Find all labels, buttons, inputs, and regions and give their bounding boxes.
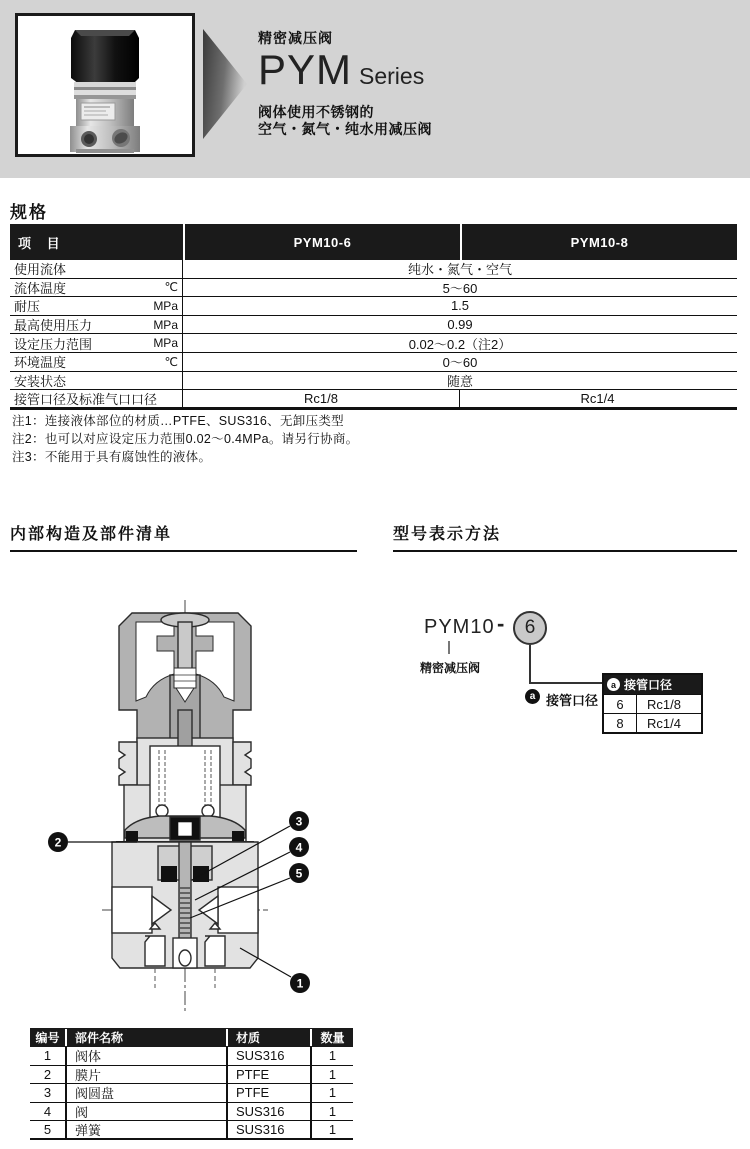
callout-4-number: 4 <box>295 840 303 855</box>
hex-nut-left <box>119 742 137 785</box>
spec-notes <box>12 413 358 466</box>
port-size-header-label: 接管口径 <box>624 678 673 692</box>
parts-table <box>30 1028 353 1140</box>
series-title <box>258 46 432 101</box>
spec-value: 0.02～0.2（注2） <box>408 336 512 352</box>
spec-value: 1.5 <box>450 298 470 314</box>
model-base-tick <box>448 641 450 654</box>
part-no: 4 <box>43 1104 52 1120</box>
port-size-table <box>602 673 703 734</box>
part-name: 弹簧 <box>65 1121 226 1138</box>
option-a-header-icon: a <box>607 678 620 691</box>
header-arrow-icon <box>203 26 249 142</box>
port-code: 8 <box>604 714 637 732</box>
spec-table-header <box>10 224 737 260</box>
note-3: 注3：不能用于具有腐蚀性的液体。 <box>12 449 212 464</box>
table-row <box>30 1047 353 1066</box>
header-band <box>0 0 750 178</box>
model-connector-horizontal <box>529 682 603 684</box>
part-name: 阀 <box>65 1103 226 1121</box>
hex-nut-right <box>233 742 251 785</box>
series-suffix: Series <box>359 63 425 89</box>
option-a-label: 接管口径 <box>546 693 599 708</box>
model-section-title: 型号表示方法 <box>393 521 737 552</box>
part-name: 阀体 <box>65 1047 226 1065</box>
spec-unit: MPa <box>153 317 178 332</box>
spec-unit: ℃ <box>164 280 178 295</box>
parts-col-no: 编号 <box>35 1031 60 1045</box>
model-separator: - <box>497 611 505 636</box>
part-qty: 1 <box>310 1047 353 1065</box>
part-no: 5 <box>43 1122 52 1138</box>
spec-unit: ℃ <box>164 354 178 369</box>
part-material: SUS316 <box>226 1103 310 1121</box>
table-row <box>10 260 737 279</box>
spec-label: 流体温度 <box>14 280 67 296</box>
bottom-plug-left <box>145 936 165 966</box>
part-qty: 1 <box>310 1121 353 1138</box>
table-row <box>604 694 701 713</box>
part-no: 1 <box>43 1048 52 1064</box>
callout-2-number: 2 <box>54 835 62 850</box>
port-size-table-header <box>604 675 701 694</box>
parts-col-qty: 数量 <box>310 1029 353 1046</box>
model-base-label: 精密减压阀 <box>420 661 481 675</box>
spec-value-model1: Rc1/8 <box>304 390 338 406</box>
table-row <box>10 279 737 298</box>
spec-label: 设定压力范围 <box>14 336 93 352</box>
spec-value: 纯水・氮气・空气 <box>407 262 512 278</box>
spec-col-item: 项 目 <box>18 235 66 251</box>
part-no: 2 <box>43 1066 52 1082</box>
table-row <box>30 1066 353 1085</box>
table-row <box>10 334 737 353</box>
port-left <box>112 887 152 933</box>
table-row <box>30 1103 353 1122</box>
spec-label: 环境温度 <box>14 355 67 371</box>
product-photo <box>15 13 195 157</box>
callout-5-number: 5 <box>295 866 303 881</box>
table-row <box>10 353 737 372</box>
part-name: 阀圆盘 <box>65 1084 226 1102</box>
spec-value: 随意 <box>446 373 473 389</box>
table-row <box>30 1084 353 1103</box>
subtitle-line-1: 阀体使用不锈钢的 <box>258 104 374 120</box>
bottom-plug-right <box>205 936 225 966</box>
spec-label: 安装状态 <box>14 373 67 389</box>
part-material: PTFE <box>226 1066 310 1084</box>
callout-3-number: 3 <box>295 814 303 829</box>
table-row <box>10 390 737 409</box>
port-right <box>218 887 258 933</box>
table-row <box>10 372 737 391</box>
part-material: SUS316 <box>226 1121 310 1138</box>
subtitle-line-2: 空气・氮气・纯水用减压阀 <box>258 121 432 137</box>
spec-label: 最高使用压力 <box>14 318 93 334</box>
table-row <box>10 316 737 335</box>
construction-section-title: 内部构造及部件清单 <box>10 521 357 552</box>
part-material: SUS316 <box>226 1047 310 1065</box>
parts-col-material: 材质 <box>226 1029 310 1046</box>
spec-label: 接管口径及标准气口口径 <box>14 391 158 407</box>
spec-col-model1: PYM10-6 <box>183 224 460 260</box>
valve-cross-section-diagram <box>40 580 330 1020</box>
spec-value-model2: Rc1/4 <box>459 390 735 407</box>
model-option-circle: 6 <box>513 611 547 645</box>
port-size: Rc1/8 <box>647 696 681 712</box>
spec-label: 使用流体 <box>14 262 67 278</box>
part-qty: 1 <box>310 1066 353 1084</box>
note-2: 注2：也可以对应设定压力范围0.02～0.4MPa。请另行协商。 <box>12 431 359 446</box>
part-name: 膜片 <box>65 1066 226 1084</box>
valve-knob <box>71 30 139 84</box>
parts-table-header <box>30 1028 353 1047</box>
part-qty: 1 <box>310 1084 353 1102</box>
part-material: PTFE <box>226 1084 310 1102</box>
series-name: PYM <box>258 46 353 93</box>
model-connector-vertical <box>529 645 531 684</box>
spec-value: 0.99 <box>447 317 473 333</box>
spec-col-model2: PYM10-8 <box>460 224 737 260</box>
parts-col-name: 部件名称 <box>65 1029 226 1046</box>
spec-table <box>10 224 737 410</box>
spec-unit: MPa <box>153 336 178 351</box>
spec-section-title: 规格 <box>10 203 48 222</box>
header-text-block <box>258 28 432 138</box>
product-photo-image <box>18 16 192 154</box>
table-row <box>30 1121 353 1140</box>
option-a-icon: a <box>525 689 540 704</box>
spec-label: 耐压 <box>14 299 41 315</box>
port-code: 6 <box>604 695 637 713</box>
part-no: 3 <box>43 1085 52 1101</box>
note-1: 注1：连接液体部位的材质…PTFE、SUS316、无卸压类型 <box>12 414 344 428</box>
table-row <box>604 713 701 732</box>
table-row <box>10 297 737 316</box>
model-base-code: PYM10 <box>424 616 495 638</box>
port-size: Rc1/4 <box>647 715 681 731</box>
valve-stem <box>179 842 191 942</box>
callout-1-number: 1 <box>296 976 304 991</box>
product-category: 精密减压阀 <box>258 30 333 46</box>
spec-unit: MPa <box>153 298 178 313</box>
part-qty: 1 <box>310 1103 353 1121</box>
spec-value: 0～60 <box>442 355 478 371</box>
spec-value: 5～60 <box>442 280 478 296</box>
